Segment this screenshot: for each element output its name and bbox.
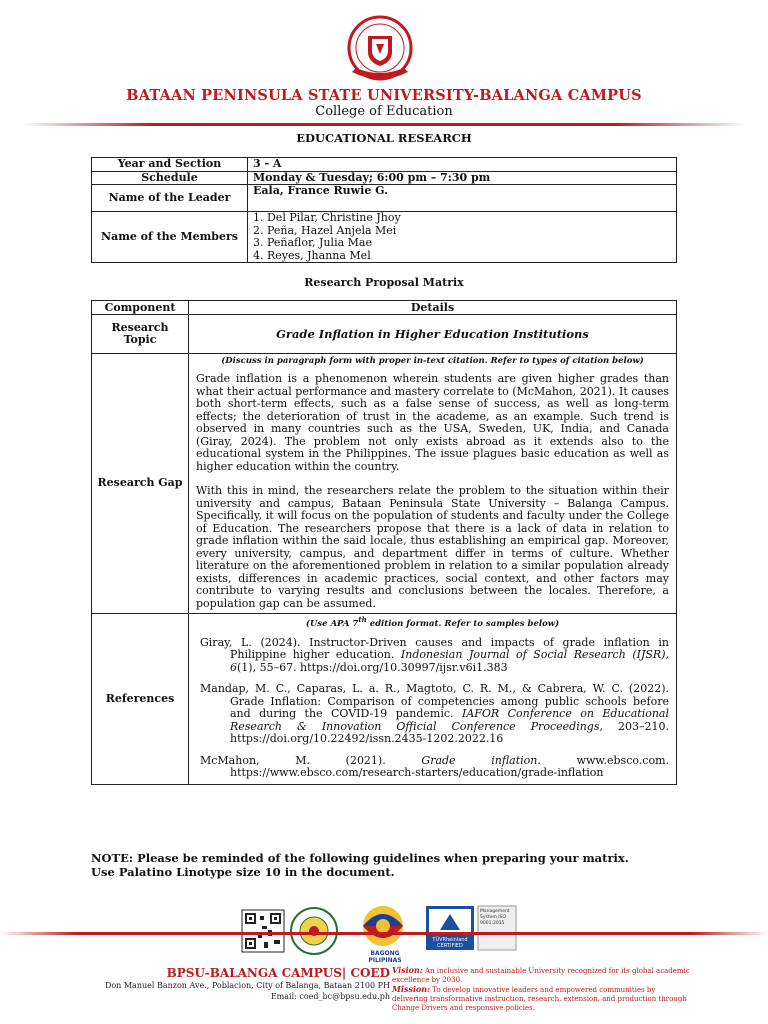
footer-divider bbox=[0, 932, 768, 935]
references-instruction: (Use APA 7th edition format. Refer to samples below) bbox=[305, 615, 560, 629]
members-label: Name of the Members bbox=[92, 212, 248, 263]
mission-statement: Mission: To develop innovative leaders and empowered communities by delivering transformative instruction, research, extension, and production through Change Drivers and responsive policies. bbox=[392, 984, 687, 1012]
footer-vision-mission bbox=[392, 966, 692, 1013]
research-gap-label: Research Gap bbox=[92, 354, 189, 614]
table-row bbox=[92, 171, 677, 185]
schedule-value: Monday & Tuesday; 6:00 pm – 7:30 pm bbox=[248, 171, 677, 185]
note-line: Use Palatino Linotype size 10 in the document. bbox=[91, 865, 395, 879]
table-row bbox=[92, 185, 677, 212]
footer-logos bbox=[0, 896, 768, 964]
bagong-pilipinas-logo bbox=[363, 906, 403, 946]
table-row bbox=[92, 158, 677, 172]
reference-entry: Giray, L. (2024). Instructor-Driven causes and impacts of grade inflation in Philippine higher education. Indonesian Journal of Social Research (IJSR), 6(1), 55–67. https://doi.org/10.30997/ijsr.v6i1.383 bbox=[200, 635, 669, 674]
gap-instruction: (Discuss in paragraph form with proper in-text citation. Refer to types of citation below) bbox=[221, 356, 644, 366]
list-item: 1. Del Pilar, Christine Jhoy bbox=[253, 211, 401, 224]
matrix-title: Research Proposal Matrix bbox=[304, 276, 464, 289]
table-row bbox=[92, 212, 677, 263]
list-item: 3. Peñaflor, Julia Mae bbox=[253, 236, 372, 249]
table-header-row bbox=[92, 301, 677, 315]
members-list bbox=[248, 212, 677, 263]
footer-contact bbox=[90, 966, 390, 1002]
reference-entry: Mandap, M. C., Caparas, L. a. R., Magtoto, C. R. M., & Cabrera, W. C. (2022). Grade Inflation: Comparison of competencies among public schools before and during the COVID-19 pandemic. IAFOR Conference on Educational Research & Innovation Official Conference Proceedings, 203–210. https://doi.org/10.22492/issn.2435-1202.2022.16 bbox=[200, 682, 669, 746]
references-label: References bbox=[92, 614, 189, 785]
university-name: BATAAN PENINSULA STATE UNIVERSITY-BALANGA CAMPUS bbox=[126, 87, 642, 104]
footer-email: Email: coed_bc@bpsu.edu.ph bbox=[270, 992, 390, 1001]
note-line: NOTE: Please be reminded of the following guidelines when preparing your matrix. bbox=[91, 851, 629, 865]
pilipinas-seal-icon bbox=[291, 908, 337, 954]
college-name: College of Education bbox=[315, 104, 453, 119]
footer-campus-name: BPSU-BALANGA CAMPUS| COED bbox=[166, 966, 390, 980]
research-topic-label: Research Topic bbox=[92, 315, 189, 354]
leader-label: Name of the Leader bbox=[92, 185, 248, 212]
footer-address: Don Manuel Banzon Ave., Poblacion, City of Balanga, Bataan 2100 PH bbox=[104, 981, 390, 990]
header-divider bbox=[22, 123, 746, 126]
list-item: 2. Peña, Hazel Anjela Mei bbox=[253, 223, 397, 237]
group-info-table bbox=[91, 157, 677, 263]
research-topic-value: Grade Inflation in Higher Education Institutions bbox=[189, 315, 677, 354]
university-seal-logo bbox=[334, 14, 426, 84]
iso-text: Management System ISO 9001:2015 bbox=[480, 909, 510, 926]
vision-statement: Vision: An inclusive and sustainable University recognized for its global academic excellence by 2030. bbox=[392, 965, 690, 984]
guidelines-note bbox=[91, 851, 701, 879]
table-row bbox=[92, 614, 677, 785]
qr-code-icon bbox=[242, 910, 284, 952]
schedule-label: Schedule bbox=[92, 171, 248, 185]
gap-paragraph: Grade inflation is a phenomenon wherein students are given higher grades than what their actual performance and mastery correlate to (McMahon, 2021). It causes both short-term effects, such as a false sense of success, as well as long-term effects; the deterioration of trust in the academe, as an example. Such trend is observed in many countries such as the USA, Sweden, UK, India, and Canada (Giray, 2024). The problem not only exists abroad as it extends also to the educational system in the Philippines. The issue plagues basic education as well as higher education within the country. bbox=[196, 372, 669, 473]
details-column-header: Details bbox=[189, 301, 677, 315]
table-row bbox=[92, 315, 677, 354]
research-proposal-matrix bbox=[91, 300, 677, 785]
gap-paragraph: With this in mind, the researchers relate the problem to the situation within their university and campus, Bataan Peninsula State University – Balanga Campus. Specifically, it will focus on the population of students and faculty under the College of Education. The researchers propose that there is a lack of data in relation to grade inflation within the said locale, thus establishing an empirical gap. Moreover, every university, campus, and department differ in terms of culture. Whether literature on the aforementioned problem in relation to a similar population already exists, differences in academic practices, social context, and other factors may contribute to varying results and conclusions between the locales. Therefore, a population gap can be assumed. bbox=[196, 484, 669, 610]
subject-title: EDUCATIONAL RESEARCH bbox=[296, 131, 472, 145]
component-column-header: Component bbox=[92, 301, 189, 315]
list-item: 4. Reyes, Jhanna Mel bbox=[253, 248, 371, 262]
year-section-label: Year and Section bbox=[92, 158, 248, 172]
reference-entry: McMahon, M. (2021). Grade inflation. www.ebsco.com. https://www.ebsco.com/research-starters/education/grade-inflation bbox=[200, 753, 669, 780]
leader-value: Eala, France Ruwie G. bbox=[248, 185, 677, 212]
tuv-text: TÜVRheinland CERTIFIED bbox=[432, 937, 468, 949]
year-section-value: 3 - A bbox=[248, 158, 677, 172]
research-gap-cell bbox=[189, 354, 677, 614]
bagong-pilipinas-text: BAGONG PILIPINAS bbox=[368, 950, 402, 964]
references-cell bbox=[189, 614, 677, 785]
table-row bbox=[92, 354, 677, 614]
